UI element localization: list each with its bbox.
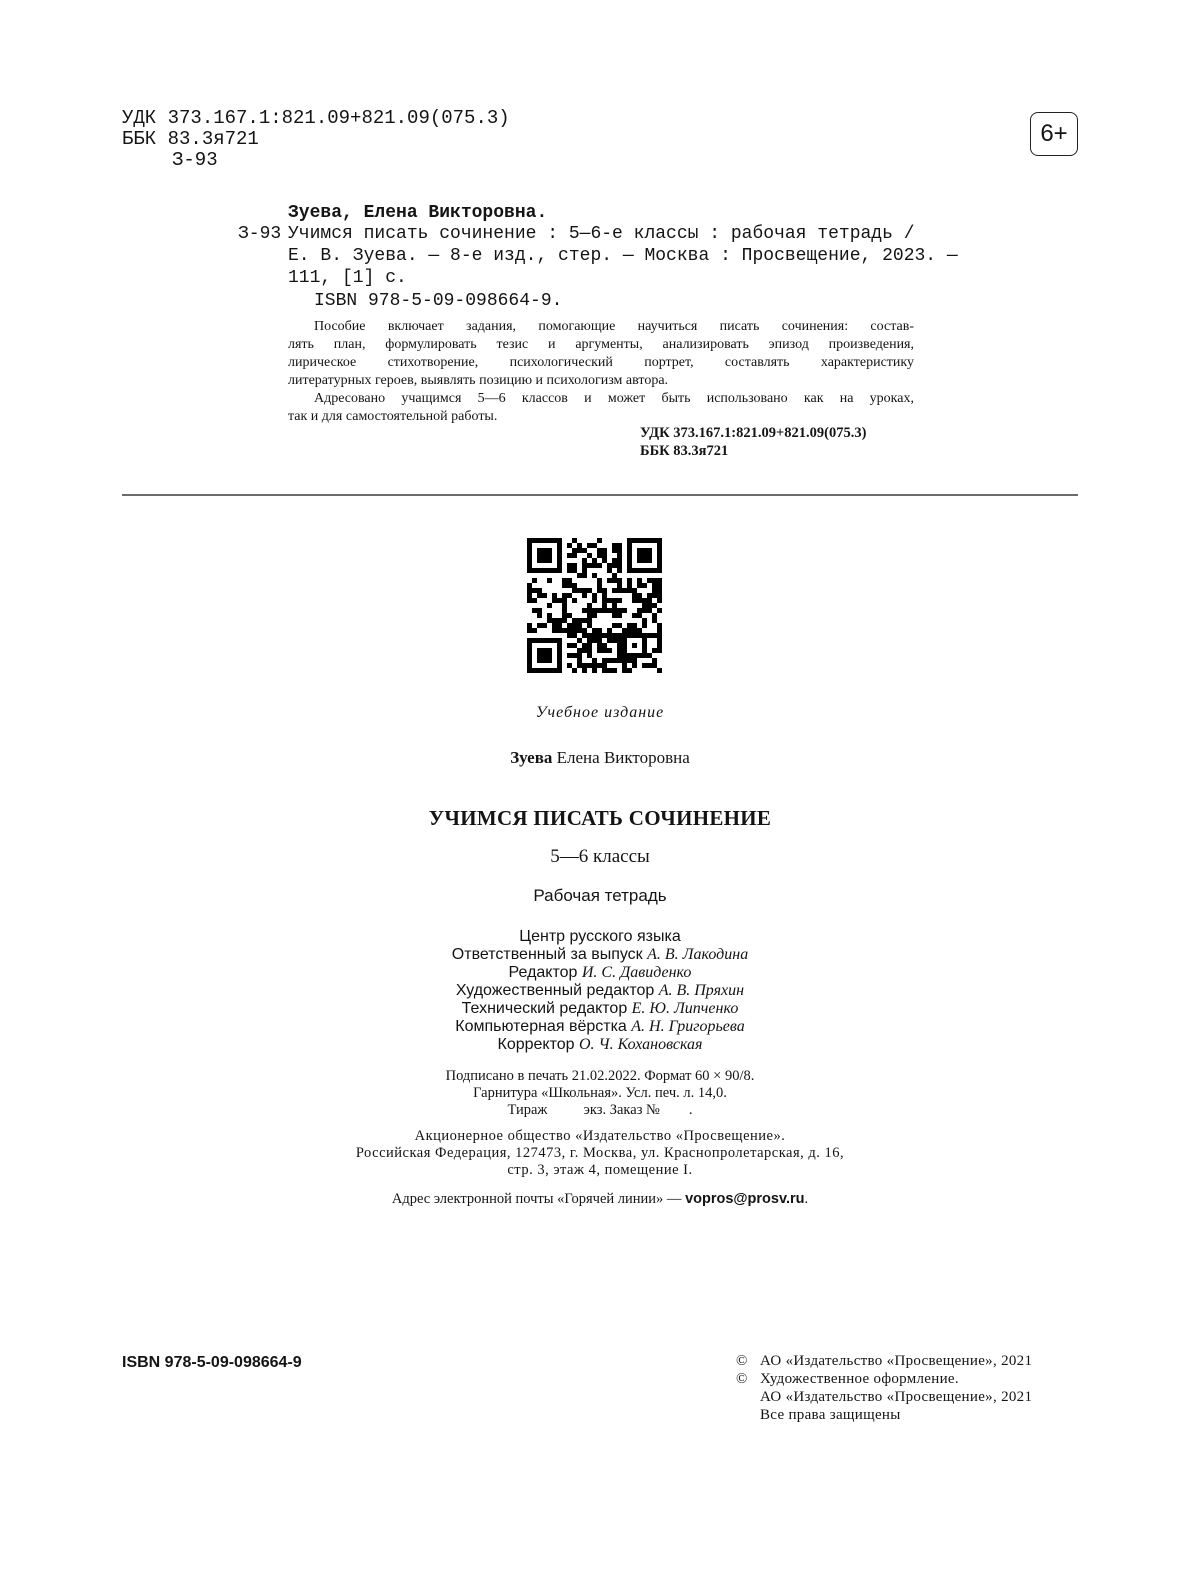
annotation-line: Пособие включает задания, помогающие научиться писать сочинения: состав- [314, 319, 914, 334]
footer-isbn: ISBN 978-5-09-098664-9 [122, 1354, 302, 1371]
udk-code-right: УДК 373.167.1:821.09+821.09(075.3) [640, 425, 867, 441]
print-info-line: Гарнитура «Школьная». Усл. печ. л. 14,0. [473, 1085, 727, 1101]
copyright-line: © Художественное оформление. [736, 1371, 959, 1387]
grades: 5—6 классы [550, 846, 650, 867]
credit-line: Технический редактор Е. Ю. Липченко [461, 1000, 739, 1017]
catalog-codes-right [640, 424, 866, 460]
udk-code: УДК 373.167.1:821.09+821.09(075.3) [122, 107, 510, 129]
print-info [0, 1068, 1200, 1119]
edition-type: Учебное издание [535, 704, 665, 721]
publisher-address [0, 1128, 1200, 1179]
age-rating-badge: 6+ [1030, 112, 1078, 156]
catalog-title-line: Учимся писать сочинение : 5—6-е классы : рабочая тетрадь / [288, 224, 915, 244]
email-label: Адрес электронной почты «Горячей линии» — [391, 1191, 686, 1207]
print-info-line: Тираж экз. Заказ № . [507, 1102, 693, 1118]
credit-line: Ответственный за выпуск А. В. Лакодина [451, 946, 749, 963]
credit-line: Художественный редактор А. В. Пряхин [455, 982, 745, 999]
divider [122, 494, 1078, 496]
annotation-line: так и для самостоятельной работы. [288, 409, 498, 424]
annotation-line: лять план, формулировать тезис и аргументы, анализировать эпизод произведения, [288, 337, 914, 352]
publisher-line: Акционерное общество «Издательство «Просвещение». [414, 1128, 786, 1144]
catalog-isbn: ISBN 978-5-09-098664-9. [314, 291, 563, 311]
copyright-line: АО «Издательство «Просвещение», 2021 [760, 1389, 1033, 1405]
annotation-line: литературных героев, выявлять позицию и психологизм автора. [288, 373, 669, 388]
book-title: УЧИМСЯ ПИСАТЬ СОЧИНЕНИЕ [428, 806, 772, 830]
author-mark: З-93 [172, 149, 218, 171]
bbk-code: ББК 83.3я721 [122, 128, 259, 150]
print-info-line: Подписано в печать 21.02.2022. Формат 60 × 90/8. [445, 1068, 755, 1084]
hotline-email: Адрес электронной почты «Горячей линии» — vopros@prosv.ru. [391, 1191, 809, 1207]
library-codes [122, 108, 510, 171]
email-link[interactable]: vopros@prosv.ru [685, 1191, 805, 1207]
annotation [288, 318, 914, 426]
credit-line: Центр русского языка [519, 928, 681, 945]
copyright-icon: © [736, 1371, 748, 1387]
catalog-author-mark: З-93 [238, 224, 282, 244]
copyright-block [736, 1352, 1032, 1424]
credits-list [0, 928, 1200, 1054]
credit-line: Корректор О. Ч. Кохановская [497, 1036, 703, 1053]
author-name: Елена Викторовна [552, 748, 690, 767]
publisher-line: Российская Федерация, 127473, г. Москва, ул. Краснопролетарская, д. 16, [355, 1145, 845, 1161]
book-type: Рабочая тетрадь [533, 886, 667, 905]
annotation-line: лирическое стихотворение, психологический портрет, составлять характеристику [288, 355, 914, 370]
catalog-pages-line: 111, [1] с. [288, 268, 407, 288]
credit-line: Компьютерная вёрстка А. Н. Григорьева [455, 1018, 745, 1035]
copyright-line: © АО «Издательство «Просвещение», 2021 [736, 1353, 1033, 1369]
qr-code-icon[interactable] [527, 538, 662, 673]
rights-line: Все права защищены [760, 1407, 901, 1423]
author-surname: Зуева [510, 748, 553, 767]
credit-line: Редактор И. С. Давиденко [508, 964, 692, 981]
colophon-author [0, 748, 1200, 768]
catalog-edition-line: Е. В. Зуева. — 8-е изд., стер. — Москва : Просвещение, 2023. — [288, 246, 958, 266]
bbk-code-right: ББК 83.3я721 [640, 443, 729, 459]
catalog-author: Зуева, Елена Викторовна. [288, 203, 548, 223]
annotation-line: Адресовано учащимся 5—6 классов и может быть использовано как на уроках, [314, 391, 914, 406]
publisher-line: стр. 3, этаж 4, помещение I. [507, 1162, 693, 1178]
copyright-icon: © [736, 1353, 748, 1369]
